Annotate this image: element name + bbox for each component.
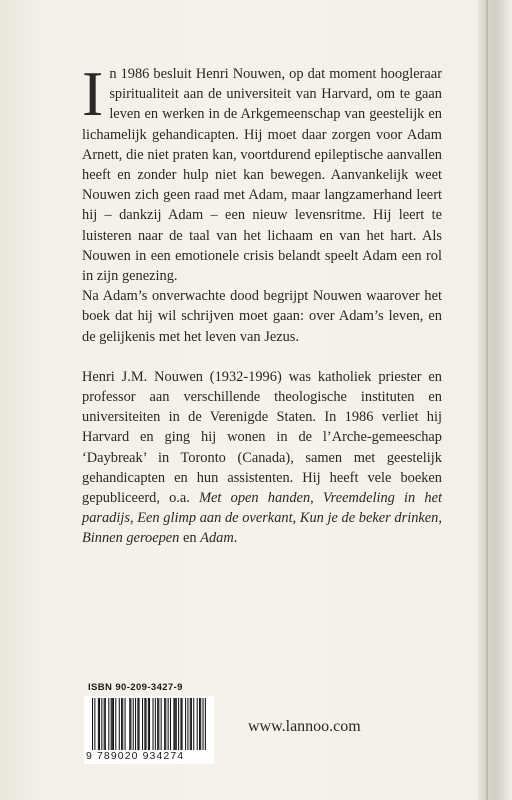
barcode-bar [113,698,114,750]
isbn-label: ISBN 90-209-3427-9 [88,682,183,693]
barcode-bar [130,698,131,750]
book-title: Kun je de beker drinken [299,510,439,527]
barcode-bar [149,698,150,750]
barcode-bar [121,698,122,750]
blurb-paragraph-2: Na Adam’s onverwachte dood begrijpt Nouwen waarover het boek dat hij wil schrijven moet gaan: over Adam’s leven, en de gelijkenis met het leven van Jezus. [82,288,442,345]
barcode-bar [152,698,153,750]
separator: , [129,510,138,527]
spine-hinge [486,0,488,800]
barcode-bar [111,698,112,750]
barcode-bar [112,698,113,750]
barcode-bar [119,698,120,750]
barcode-bar [191,698,192,750]
barcode-bar [105,698,106,750]
barcode-bar [164,698,165,750]
barcode-bar [199,698,200,750]
separator: , [292,510,300,527]
barcode-bar [92,698,93,750]
barcode-bar [193,698,194,750]
barcode-bar [148,698,149,750]
barcode-bar [205,698,206,750]
barcode-bar [178,698,179,750]
barcode-bar [176,698,177,750]
barcode-bar [165,698,166,750]
blurb-text [82,58,442,549]
barcode-bar [142,698,143,750]
barcode-bar [161,698,162,750]
barcode-bar [157,698,158,750]
barcode-bar [182,698,183,750]
barcode-icon [92,698,206,750]
barcode-bar [104,698,105,750]
barcode-bar [98,698,99,750]
barcode-bar [139,698,140,750]
barcode-bar [101,698,102,750]
barcode-bar [137,698,138,750]
barcode-bar [190,698,191,750]
separator: en [179,530,201,547]
barcode-bar [115,698,116,750]
book-title: Met open handen [199,490,311,507]
barcode-bar [158,698,159,750]
separator: . [233,530,238,547]
book-title: Adam [200,530,234,547]
separator: , [438,510,442,527]
barcode-bar [200,698,201,750]
barcode-bar [187,698,188,750]
barcode-bar [146,698,147,750]
book-title: Binnen geroepen [82,530,180,547]
barcode-bar [168,698,169,750]
barcode-bar [108,698,109,750]
barcode-bar [173,698,174,750]
blurb-paragraph-1 [82,58,442,286]
barcode-bar [203,698,204,750]
barcode-bar [129,698,130,750]
barcode-bar [155,698,156,750]
barcode-bar [185,698,186,750]
barcode-bar [144,698,145,750]
barcode-bar [197,698,198,750]
barcode-bar [125,698,126,750]
book-title: Een glimp aan de overkant [137,510,293,527]
book-title: Vreemdeling in het paradijs [82,490,442,527]
author-bio-text: Henri J.M. Nouwen (1932-1996) was katholiek priester en professor aan verschillende theologische instituten en universiteiten in de Verenigde Staten. In 1986 verliet hij Harvard en ging hij wonen in de l’Arche-gemeeschap ‘Daybreak’ in Toronto (Canada), samen met geestelijk gehandicapten en hun assistenten. Hij heeft vele boeken gepubliceerd, o.a. [82,368,442,507]
barcode-bar [133,698,134,750]
drop-cap: I [82,58,104,129]
barcode-bar [135,698,136,750]
barcode-digits: 9 789020 934274 [86,750,185,762]
author-bio [82,367,442,549]
barcode-bar [122,698,123,750]
spine-edge [478,0,512,800]
barcode-bar [180,698,181,750]
barcode-bar [94,698,95,750]
barcode-bar [170,698,171,750]
separator: , [310,490,323,507]
publisher-url: www.lannoo.com [248,718,361,735]
barcode-bar [99,698,100,750]
blurb-paragraph-1-text: n 1986 besluit Henri Nouwen, op dat moment hoogleraar spiritualiteit aan de universiteit van Harvard, om te gaan leven en werken in de Arkgemeenschap van geestelijk en lichamelijk gehandicapten. Hij moet daar zorgen voor Adam Arnett, die niet praten kan, voortdurend epileptische aanvallen heeft en zonder hulp niet kan bewegen. Aanvankelijk weet Nouwen zich geen raad met Adam, maar langzamerhand leert hij – dankzij Adam – een nieuw levensritme. Hij leert te luisteren naar de taal van het lichaam en van het hart. Als Nouwen in een emotionele crisis belandt speelt Adam een rol in zijn genezing. [82,66,442,285]
barcode-bar [175,698,176,750]
